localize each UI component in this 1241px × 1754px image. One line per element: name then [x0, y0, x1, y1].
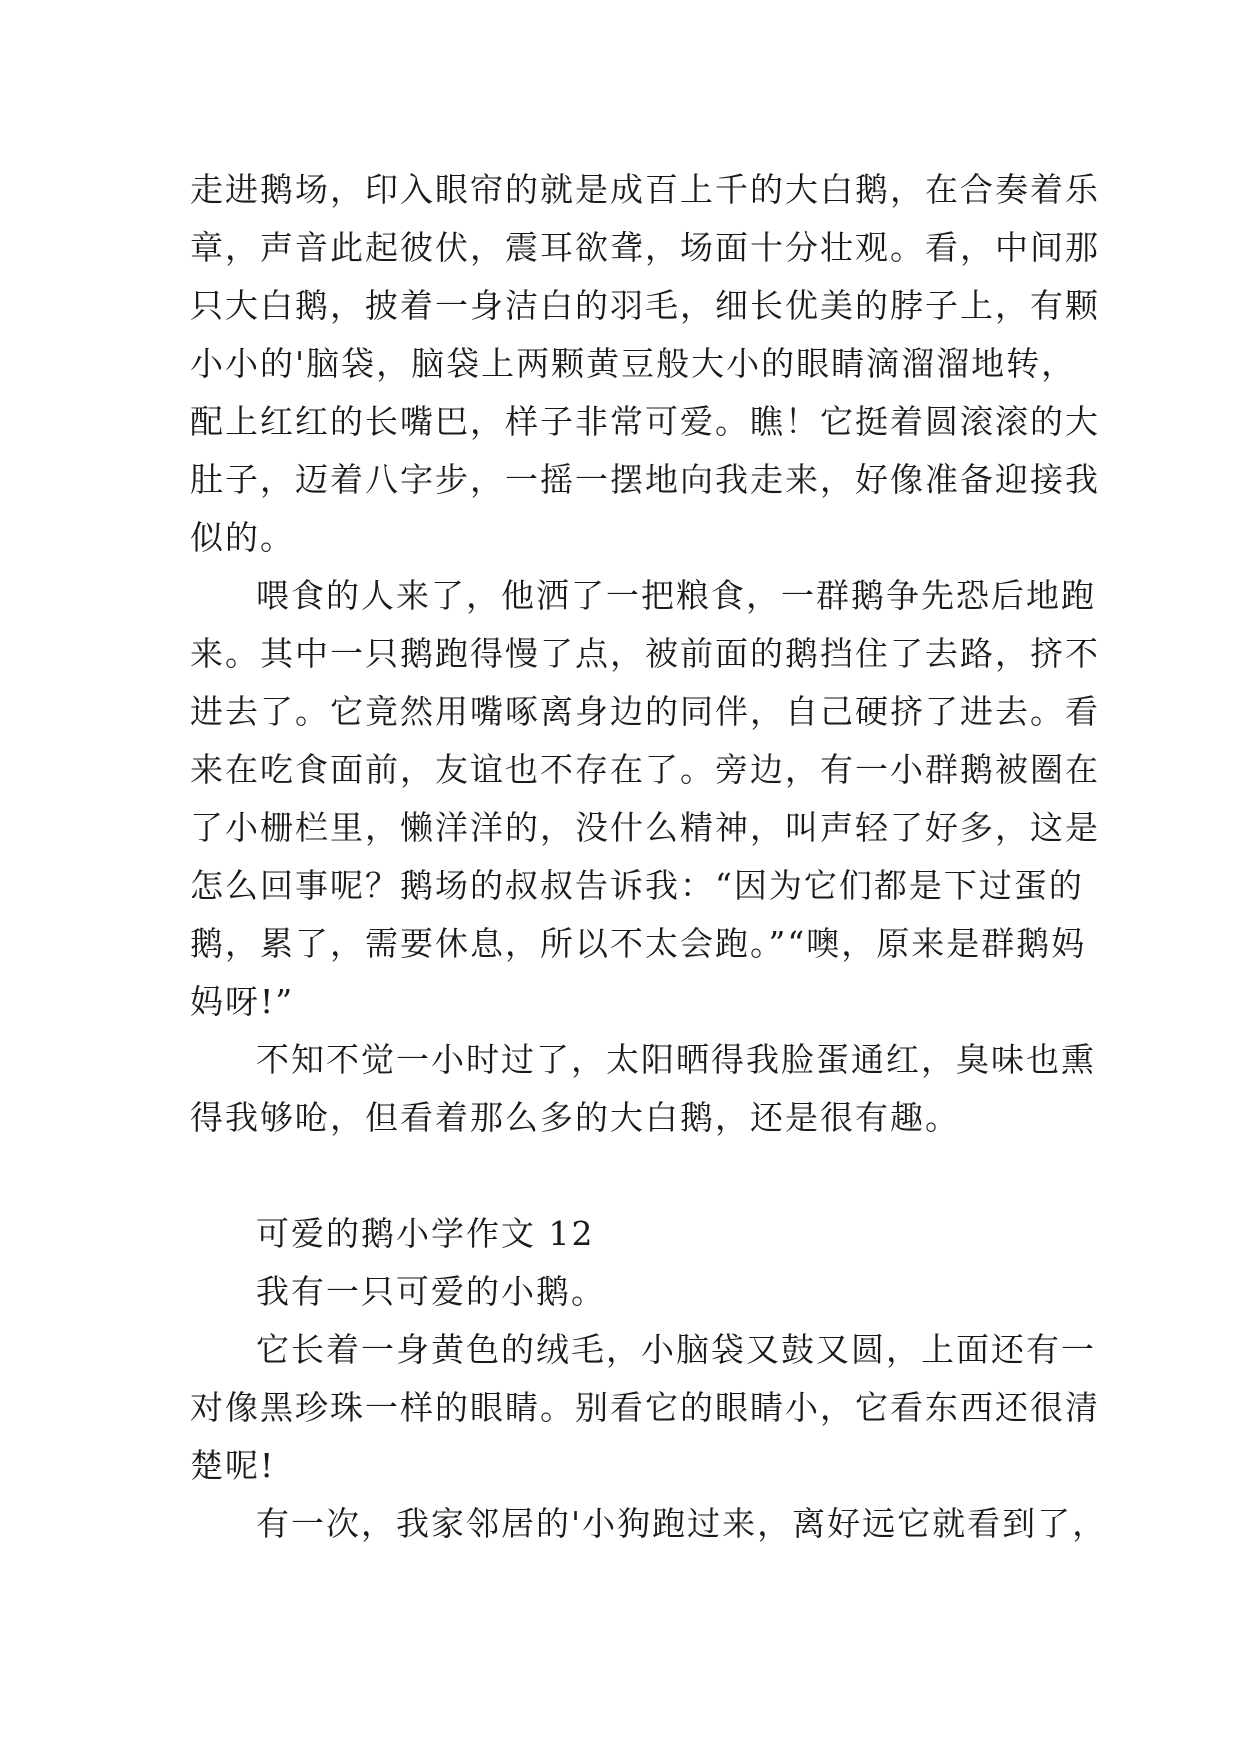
- paragraph-line: 只大白鹅，披着一身洁白的羽毛，细长优美的脖子上，有颗: [190, 286, 1100, 325]
- paragraph-line: 走进鹅场，印入眼帘的就是成百上千的大白鹅，在合奏着乐: [190, 170, 1100, 209]
- paragraph-line: 肚子，迈着八字步，一摇一摆地向我走来，好像准备迎接我: [190, 460, 1100, 499]
- paragraph-line: 喂食的人来了，他洒了一把粮食，一群鹅争先恐后地跑: [256, 576, 1096, 615]
- paragraph-line: 章，声音此起彼伏，震耳欲聋，场面十分壮观。看，中间那: [190, 228, 1100, 267]
- paragraph-line: 来在吃食面前，友谊也不存在了。旁边，有一小群鹅被圈在: [190, 750, 1100, 789]
- paragraph-line: 小小的'脑袋，脑袋上两颗黄豆般大小的眼睛滴溜溜地转，: [190, 344, 1077, 383]
- paragraph-line: 怎么回事呢？鹅场的叔叔告诉我：“因为它们都是下过蛋的: [190, 866, 1084, 905]
- paragraph-line: 不知不觉一小时过了，太阳晒得我脸蛋通红，臭味也熏: [256, 1040, 1096, 1079]
- paragraph-line: 了小栅栏里，懒洋洋的，没什么精神，叫声轻了好多，这是: [190, 808, 1100, 847]
- paragraph-line: 进去了。它竟然用嘴啄离身边的同伴，自己硬挤了进去。看: [190, 692, 1100, 731]
- paragraph-line: 来。其中一只鹅跑得慢了点，被前面的鹅挡住了去路，挤不: [190, 634, 1100, 673]
- section-title: 可爱的鹅小学作文 12: [256, 1214, 595, 1253]
- paragraph-line: 鹅，累了，需要休息，所以不太会跑。”“噢，原来是群鹅妈: [190, 924, 1087, 963]
- paragraph-line: 楚呢!: [190, 1446, 276, 1485]
- paragraph-line: 似的。: [190, 518, 295, 557]
- paragraph-line: 得我够呛，但看着那么多的大白鹅，还是很有趣。: [190, 1098, 960, 1137]
- paragraph-line: 我有一只可爱的小鹅。: [256, 1272, 606, 1311]
- paragraph-line: 对像黑珍珠一样的眼睛。别看它的眼睛小，它看东西还很清: [190, 1388, 1100, 1427]
- paragraph-line: 妈呀!”: [190, 982, 295, 1021]
- paragraph-line: 它长着一身黄色的绒毛，小脑袋又鼓又圆，上面还有一: [256, 1330, 1096, 1369]
- paragraph-line: 配上红红的长嘴巴，样子非常可爱。瞧！它挺着圆滚滚的大: [190, 402, 1100, 441]
- paragraph-line: 有一次，我家邻居的'小狗跑过来，离好远它就看到了，: [256, 1504, 1108, 1543]
